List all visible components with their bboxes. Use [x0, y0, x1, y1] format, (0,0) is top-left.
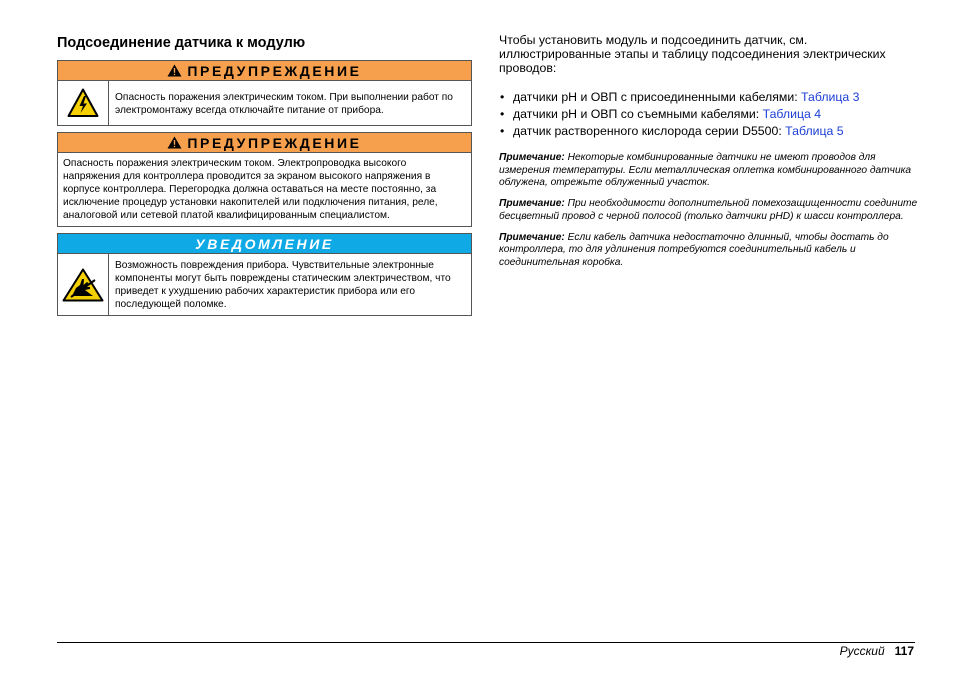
note-2 — [499, 198, 919, 223]
warning-triangle-icon — [167, 64, 182, 77]
list-item-text: датчики pH и ОВП с присоединенными кабелями: — [513, 90, 802, 104]
page-number: 117 — [894, 644, 914, 658]
warning-heading: ПРЕДУПРЕЖДЕНИЕ — [187, 62, 362, 79]
esd-warning-icon — [62, 268, 104, 302]
list-item — [499, 106, 919, 123]
notice-box-esd — [57, 233, 472, 316]
list-item — [499, 89, 919, 106]
intro-paragraph: Чтобы установить модуль и подсоединить датчик, см. иллюстрированные этапы и таблицу подсоединения электрических проводов: — [499, 33, 886, 75]
warning-text: Опасность поражения электрическим током. Электропроводка высокого напряжения для контроллера проводится за экраном высокого напряжения в корпусе контроллера. Перегородка должна оставаться на месте постоянно, за исключение процедур установки накопителей или подключения питания, реле, аналоговой или сетевой платой квалифицированным специалистом. — [63, 158, 438, 221]
notice-heading: УВЕДОМЛЕНИЕ — [195, 235, 334, 252]
note-1 — [499, 152, 919, 190]
warning-box-electrical — [57, 60, 472, 126]
warning-heading: ПРЕДУПРЕЖДЕНИЕ — [187, 134, 362, 151]
left-column — [57, 34, 472, 322]
footer-language: Русский — [839, 644, 885, 658]
list-item-text: датчик растворенного кислорода серии D5500: — [513, 124, 786, 138]
list-item — [499, 123, 919, 140]
table-link-3[interactable]: Таблица 3 — [801, 90, 860, 104]
note-label: Примечание: — [499, 231, 565, 243]
section-title: Подсоединение датчика к модулю — [57, 35, 306, 51]
notice-text: Возможность повреждения прибора. Чувствительные электронные компоненты могут быть повреждены статическим электричеством, что приведет к ухудшению рабочих характеристик прибора или его последующей поломке. — [115, 260, 451, 310]
note-text: Некоторые комбинированные датчики не имеют проводов для измерения температуры. Если металлическая оплетка комбинированного датчика облужена, отрежьте облуженный участок. — [499, 152, 912, 189]
notice-header — [58, 234, 471, 254]
electric-shock-icon — [67, 88, 99, 118]
warning-header — [58, 61, 471, 81]
table-link-5[interactable]: Таблица 5 — [785, 124, 844, 138]
warning-header — [58, 133, 471, 153]
list-item-text: датчики pH и ОВП со съемными кабелями: — [513, 107, 763, 121]
note-text: Если кабель датчика недостаточно длинный, чтобы достать до контроллера, то для удлинения потребуются соединительный кабель и соединительная коробка. — [499, 231, 889, 268]
note-text: При необходимости дополнительной помехозащищенности соедините бесцветный провод с черной полосой (только датчики pHD) к шасси контроллера. — [499, 198, 918, 222]
table-link-4[interactable]: Таблица 4 — [762, 107, 822, 121]
note-label: Примечание: — [499, 198, 565, 210]
right-column — [499, 33, 919, 278]
note-3 — [499, 232, 919, 270]
sensor-list — [499, 89, 919, 140]
icon-cell — [58, 81, 109, 125]
icon-cell — [58, 254, 109, 315]
note-label: Примечание: — [499, 152, 565, 163]
page-footer — [840, 644, 914, 658]
warning-box-high-voltage — [57, 132, 472, 227]
warning-triangle-icon — [167, 136, 182, 149]
footer-rule — [57, 642, 915, 643]
warning-text: Опасность поражения электрическим током. При выполнении работ по электромонтажу всегда отключайте питание от прибора. — [115, 91, 453, 116]
